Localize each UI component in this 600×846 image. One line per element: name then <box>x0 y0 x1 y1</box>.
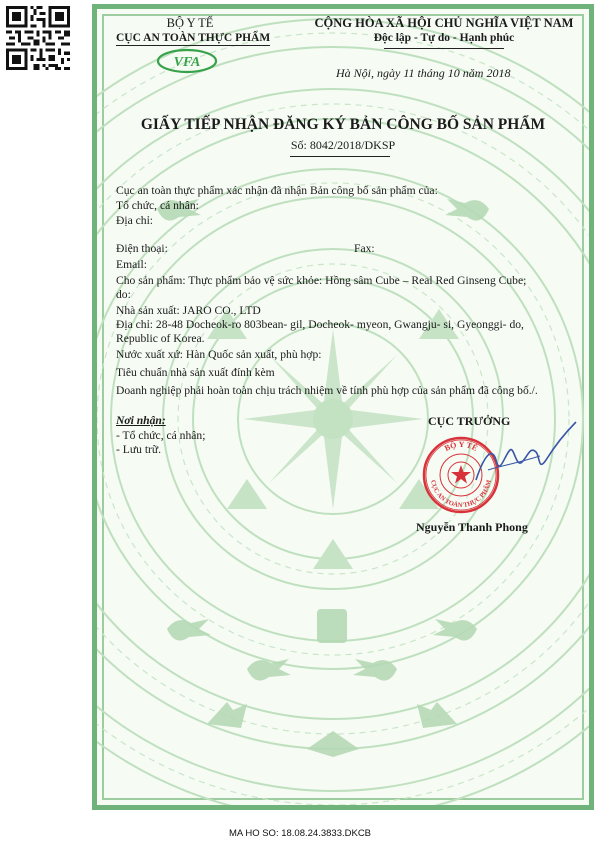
document-title: GIẤY TIẾP NHẬN ĐĂNG KÝ BẢN CÔNG BỐ SẢN PHẨM <box>140 116 546 133</box>
vfa-logo <box>156 48 218 74</box>
agency-name: CỤC AN TOÀN THỰC PHẨM <box>116 32 271 44</box>
manufacturer-address-2: Republic of Korea. <box>116 332 205 345</box>
recipient-item-2: - Lưu trữ. <box>116 443 162 456</box>
product-line-1: Cho sản phẩm: Thực phẩm bảo vệ sức khỏe: Hồng sâm Cube – Real Red Ginseng Cube; <box>116 274 527 287</box>
national-motto: Độc lập - Tự do - Hạnh phúc <box>373 32 515 44</box>
signer-name: Nguyễn Thanh Phong <box>416 520 528 534</box>
recipients-heading: Nơi nhận: <box>116 414 166 427</box>
recipient-item-1: - Tổ chức, cá nhân; <box>116 429 206 442</box>
title-underline <box>290 156 390 157</box>
dossier-code: MA HO SO: 18.08.24.3833.DKCB <box>228 828 372 839</box>
signer-position: CỤC TRƯỞNG <box>428 414 511 428</box>
handwritten-signature <box>470 416 580 492</box>
product-line-2: do: <box>116 288 131 301</box>
logo-text: VFA <box>173 55 201 70</box>
motto-underline <box>384 48 504 49</box>
place-date: Hà Nội, ngày 11 tháng 10 năm 2018 <box>336 66 511 80</box>
fax-label: Fax: <box>354 242 375 255</box>
email-label: Email: <box>116 258 147 271</box>
org-label: Tổ chức, cá nhân: <box>116 199 199 212</box>
country-name: CỘNG HÒA XÃ HỘI CHỦ NGHĨA VIỆT NAM <box>314 16 574 30</box>
document-number: Số: 8042/2018/DKSP <box>290 138 396 152</box>
phone-label: Điện thoại: <box>116 242 168 255</box>
seal-top-text: BỘ Y TẾ <box>442 439 480 453</box>
manufacturer-address-1: Địa chỉ: 28-48 Docheok-ro 803bean- gil, Docheok- myeon, Gwangju- si, Gyeonggi- do, <box>116 318 524 331</box>
responsibility-line: Doanh nghiệp phải hoàn toàn chịu trách nhiệm về tính phù hợp của sản phẩm đã công bố./. <box>116 384 538 397</box>
intro-line: Cục an toàn thực phẩm xác nhận đã nhận Bản công bố sản phẩm của: <box>116 184 438 197</box>
qr-code <box>6 6 70 70</box>
ministry-name: BỘ Y TẾ <box>166 16 214 30</box>
manufacturer-line: Nhà sản xuất: JARO CO., LTD <box>116 304 261 317</box>
address-label: Địa chỉ: <box>116 214 154 227</box>
standard-line: Tiêu chuẩn nhà sản xuất đính kèm <box>116 366 275 379</box>
origin-line: Nước xuất xứ: Hàn Quốc sản xuất, phù hợp: <box>116 348 322 361</box>
seal-bottom-text: CỤC AN TOÀN THỰC PHẨM <box>429 479 493 510</box>
